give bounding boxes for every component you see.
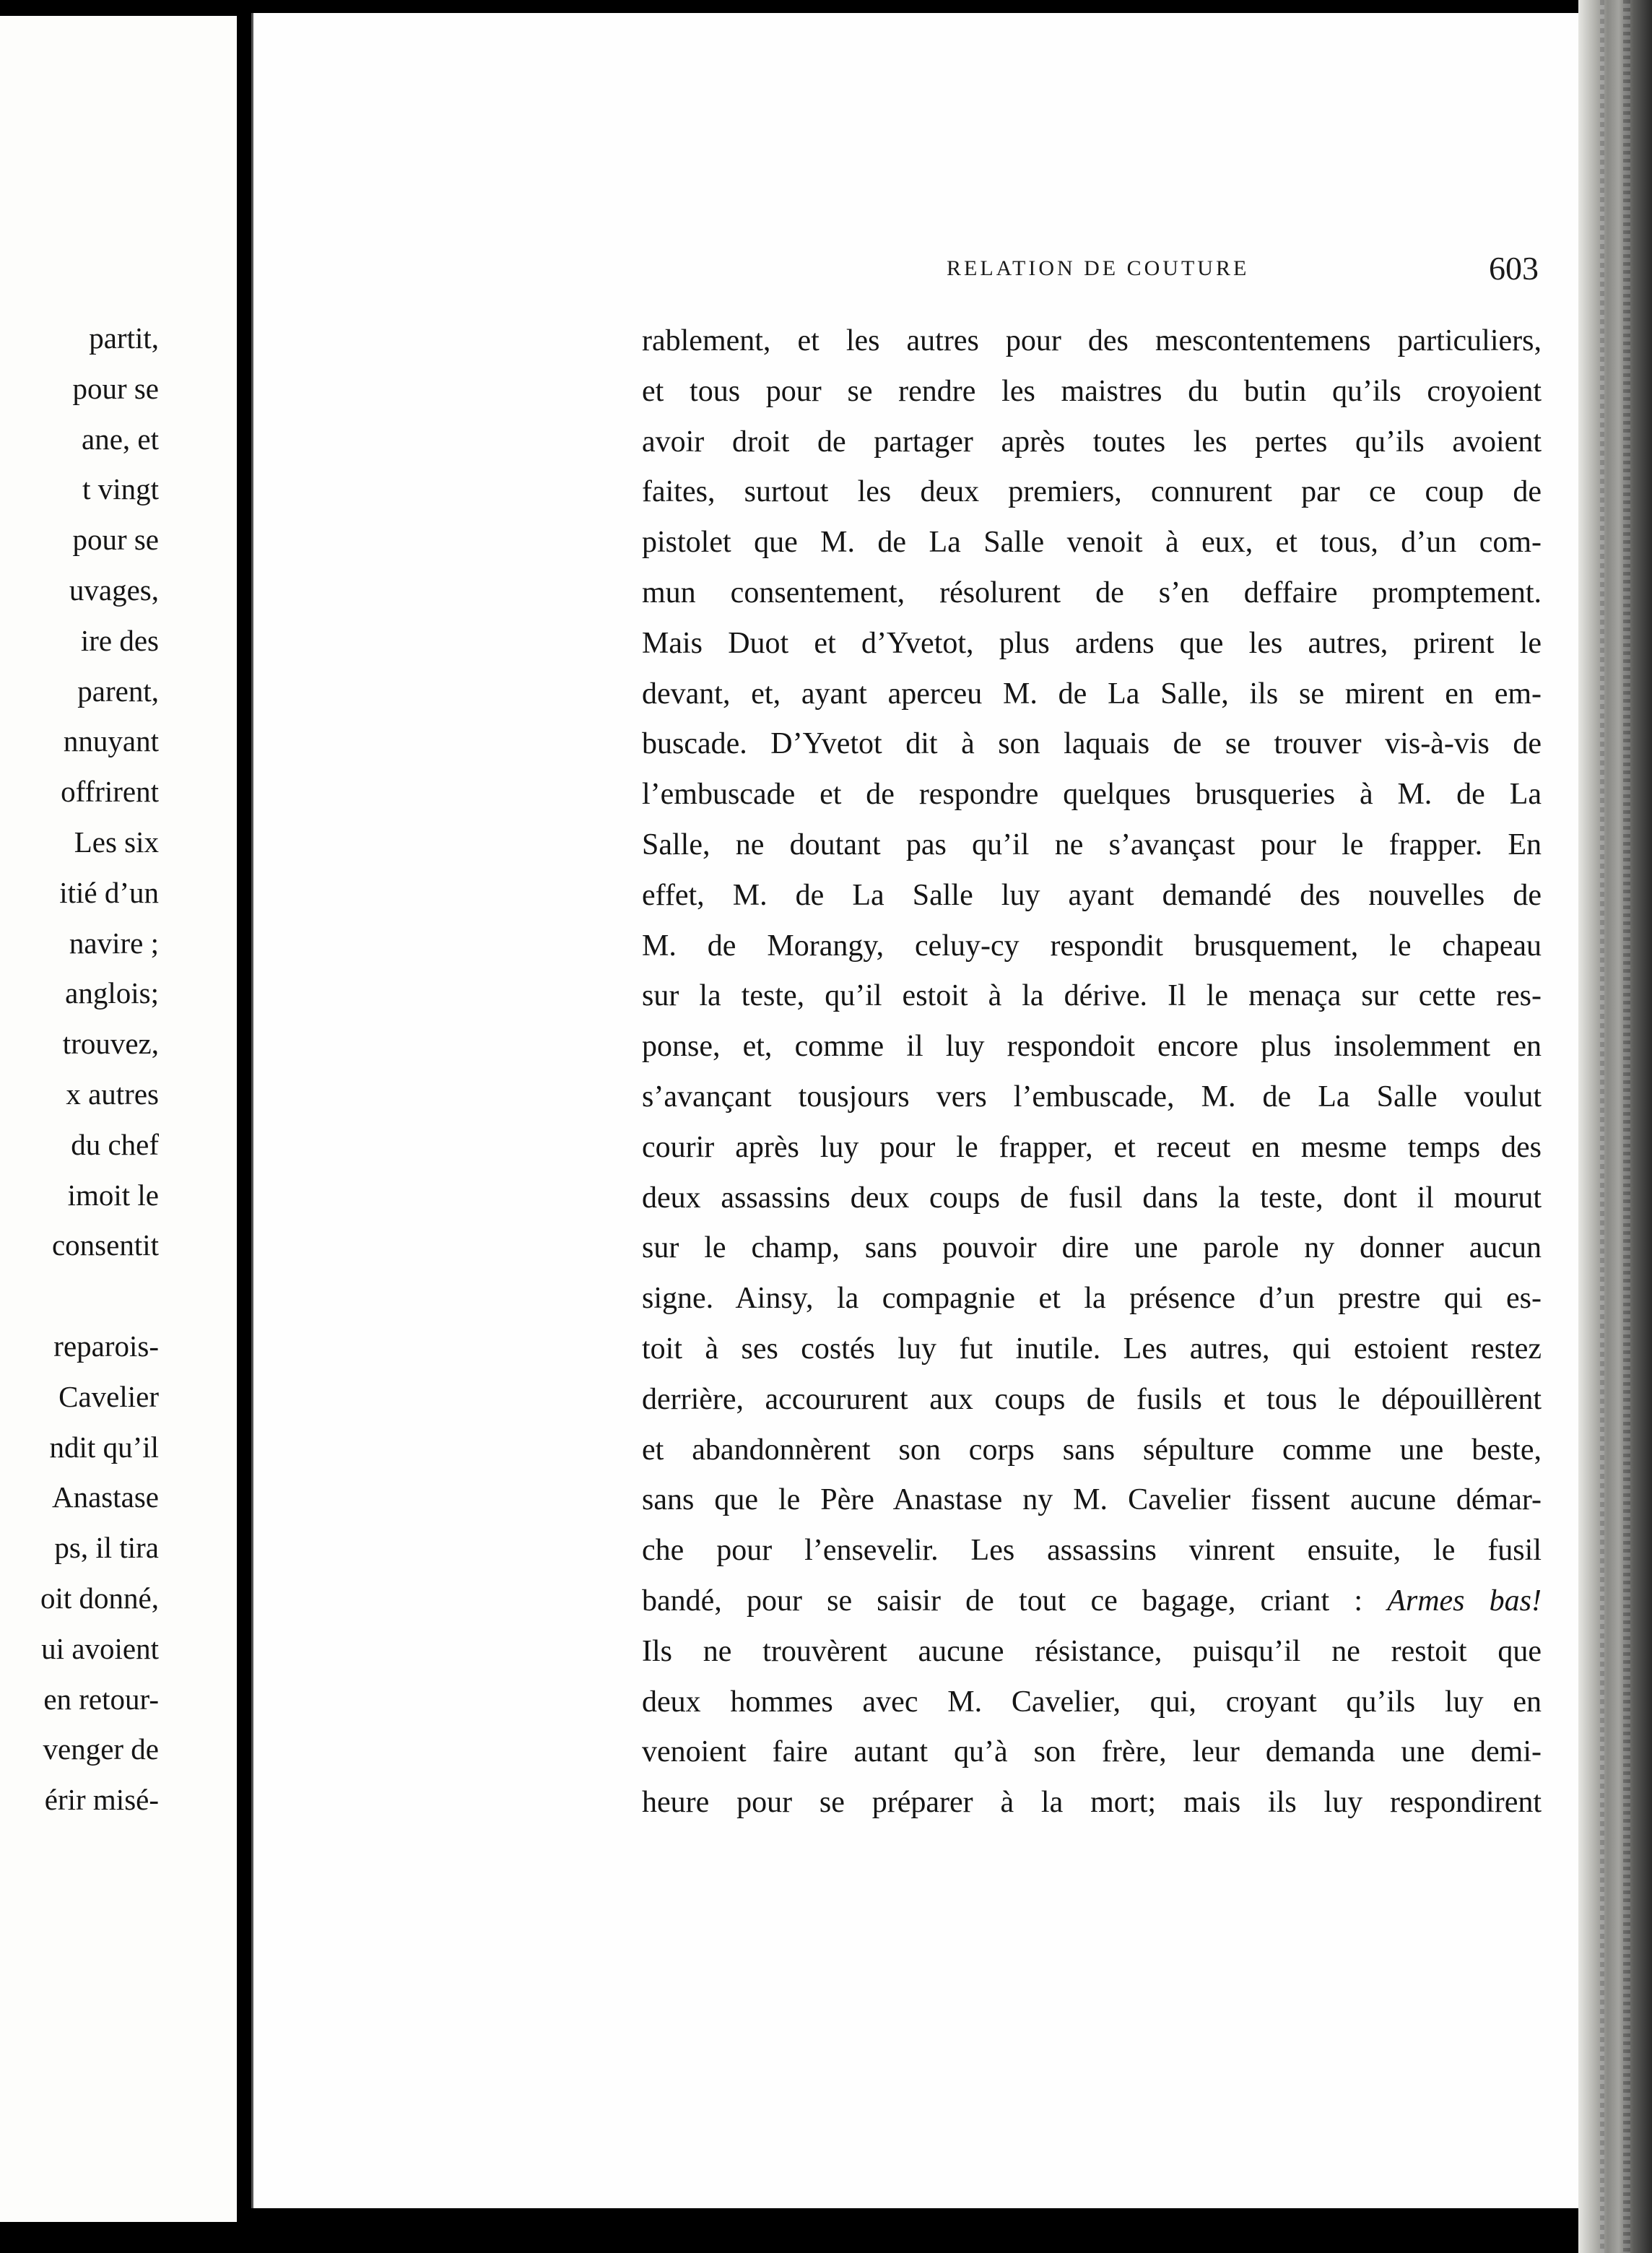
left-line: ps, il tira <box>54 1531 159 1565</box>
main-page <box>251 13 1581 2208</box>
left-line: venger de <box>43 1732 159 1766</box>
left-line: anglois; <box>65 976 159 1010</box>
left-line: ane, et <box>82 422 159 456</box>
left-line: Cavelier <box>58 1379 159 1413</box>
left-line: ndit qu’il <box>49 1430 159 1464</box>
text-line: et abandonnèrent son corps sans sépulture comme une beste, <box>642 1433 1542 1467</box>
text-line: venoient faire autant qu’à son frère, leur demanda une demi- <box>642 1735 1542 1769</box>
left-line: oit donné, <box>40 1581 159 1615</box>
left-line: en retour- <box>43 1682 159 1716</box>
text-line: avoir droit de partager après toutes les pertes qu’ils avoient <box>642 425 1542 459</box>
text-line: deux hommes avec M. Cavelier, qui, croyant qu’ils luy en <box>642 1685 1542 1719</box>
left-line-blank <box>40 1271 159 1321</box>
text-line: pistolet que M. de La Salle venoit à eux, et tous, d’un com- <box>642 526 1542 560</box>
text-line: sur le champ, sans pouvoir dire une parole ny donner aucun <box>642 1231 1542 1265</box>
left-line: t vingt <box>82 472 159 506</box>
text-line: derrière, accoururent aux coups de fusils et tous le dépouillèrent <box>642 1382 1542 1416</box>
left-line: pour se <box>72 523 159 557</box>
left-line: érir misé- <box>44 1783 159 1817</box>
left-line: Les six <box>74 825 159 859</box>
left-line: uvages, <box>69 573 159 607</box>
text-line: Salle, ne doutant pas qu’il ne s’avançast pour le frapper. En <box>642 828 1542 861</box>
left-line: ire des <box>80 623 159 657</box>
page-gutter-shadow <box>237 0 251 2253</box>
left-line: partit, <box>89 321 159 355</box>
text-line: buscade. D’Yvetot dit à son laquais de se trouver vis-à-vis de <box>642 727 1542 761</box>
text-line: effet, M. de La Salle luy ayant demandé des nouvelles de <box>642 878 1542 912</box>
text-line: devant, et, ayant aperceu M. de La Salle, ils se mirent en em- <box>642 677 1542 711</box>
text-line: Mais Duot et d’Yvetot, plus ardens que les autres, prirent le <box>642 626 1542 660</box>
left-line: Anastase <box>51 1480 159 1514</box>
left-line: x autres <box>66 1077 159 1111</box>
text-line: sans que le Père Anastase ny M. Cavelier fissent aucune démar- <box>642 1483 1542 1517</box>
text-line: sur la teste, qu’il estoit à la dérive. Il le menaça sur cette res- <box>642 979 1542 1013</box>
left-line: nnuyant <box>63 724 159 758</box>
text-line: Ils ne trouvèrent aucune résistance, puisqu’il ne restoit que <box>642 1634 1542 1668</box>
book-edge <box>1578 0 1652 2253</box>
left-line: trouvez, <box>62 1027 159 1061</box>
page-number: 603 <box>1489 250 1539 287</box>
running-title: RELATION DE COUTURE <box>947 256 1250 280</box>
text-line: che pour l’ensevelir. Les assassins vinrent ensuite, le fusil <box>642 1534 1542 1568</box>
left-page-text <box>40 313 159 1826</box>
text-line: et tous pour se rendre les maistres du butin qu’ils croyoient <box>642 374 1542 408</box>
left-line: itié d’un <box>59 875 159 909</box>
text-line: ponse, et, comme il luy respondoit encore plus insolemment en <box>642 1030 1542 1064</box>
text-line: faites, surtout les deux premiers, connurent par ce coup de <box>642 475 1542 509</box>
text-line: rablement, et les autres pour des mescontentemens particuliers, <box>642 324 1542 357</box>
italic-phrase: Armes bas! <box>1387 1584 1542 1618</box>
left-line: reparois- <box>53 1329 159 1363</box>
left-line: navire ; <box>69 926 159 960</box>
left-line: pour se <box>72 371 159 405</box>
left-line: imoit le <box>67 1178 159 1212</box>
text-line: s’avançant tousjours vers l’embuscade, M. de La Salle voulut <box>642 1080 1542 1114</box>
text-line: courir après luy pour le frapper, et receut en mesme temps des <box>642 1130 1542 1164</box>
left-line: ui avoient <box>41 1631 159 1665</box>
left-line: parent, <box>77 674 159 708</box>
text-line: heure pour se préparer à la mort; mais ils luy respondirent <box>642 1786 1542 1820</box>
text-line-start: bandé, pour se saisir de tout ce bagage, criant : <box>642 1584 1362 1618</box>
text-line: toit à ses costés luy fut inutile. Les autres, qui estoient restez <box>642 1332 1542 1366</box>
text-line: l’embuscade et de respondre quelques brusqueries à M. de La <box>642 778 1542 812</box>
left-facing-page <box>0 16 237 2222</box>
running-head <box>643 249 1539 292</box>
left-line: offrirent <box>61 775 159 809</box>
text-line: M. de Morangy, celuy-cy respondit brusquement, le chapeau <box>642 929 1542 963</box>
text-line: deux assassins deux coups de fusil dans la teste, dont il mourut <box>642 1181 1542 1215</box>
left-line: consentit <box>51 1228 159 1262</box>
body-text <box>642 316 1542 1828</box>
text-line-with-italic <box>642 1576 1542 1627</box>
left-line: du chef <box>71 1127 159 1161</box>
text-line: signe. Ainsy, la compagnie et la présence d’un prestre qui es- <box>642 1282 1542 1316</box>
text-line: mun consentement, résolurent de s’en deffaire promptement. <box>642 576 1542 609</box>
